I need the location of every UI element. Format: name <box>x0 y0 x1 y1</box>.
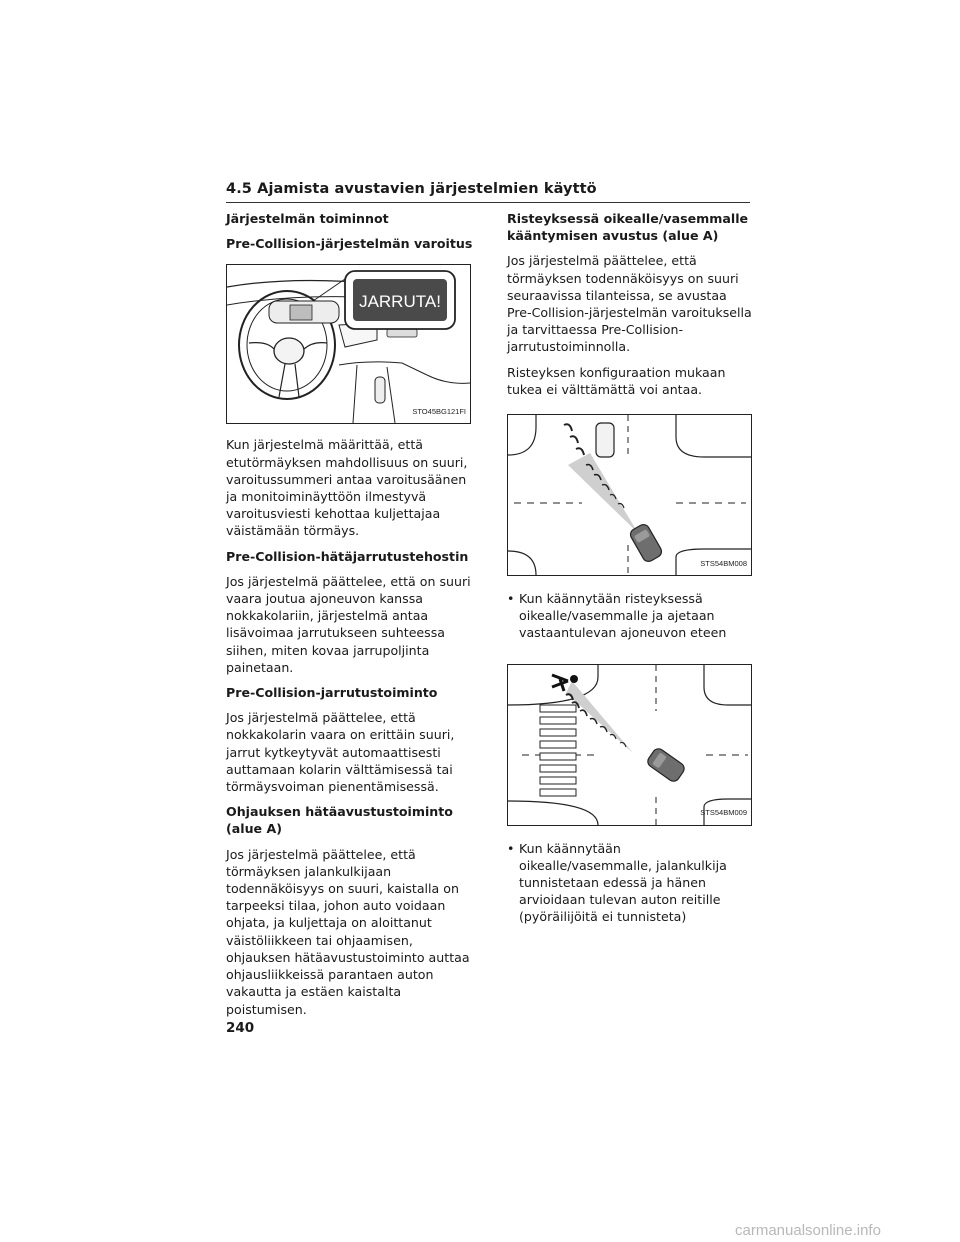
watermark: carmanualsonline.info <box>735 1222 881 1239</box>
warning-display-text: JARRUTA! <box>359 292 441 312</box>
paragraph-auto-brake: Jos järjestelmä päättelee, että nokkakolarin vaara on erittäin suuri, jarrut kytkeytyvät automaattisesti auttamaan kolarin välttämisessä tai törmäysvoiman pienentämisessä. <box>226 710 455 795</box>
bullet-oncoming-vehicle <box>507 590 755 642</box>
heading-auto-brake: Pre-Collision-jarrutustoiminto <box>226 685 438 701</box>
bullet-pedestrian <box>507 840 755 926</box>
figure-dashboard-warning <box>226 264 471 424</box>
right-column <box>507 210 755 934</box>
figure-code: STS54BM008 <box>700 558 747 568</box>
paragraph-intersection: Jos järjestelmä päättelee, että törmäyksen todennäköisyys on suuri seuraavissa tilanteissa, se avustaa Pre-Collision-järjestelmän varoituksella ja tarvittaessa Pre-Collision-jarrutustoiminnolla. <box>507 253 752 355</box>
left-column <box>226 210 474 1026</box>
figure-code: STS54BM009 <box>700 808 747 818</box>
paragraph-steering-assist: Jos järjestelmä päättelee, että törmäyksen jalankulkijaan todennäköisyys on suuri, kaistalla on tarpeeksi tilaa, johon auto voidaan ohjata, ja kuljettaja on aloittanut väistöliikkeen tai ohjaamisen, ohjauksen hätäavustustoiminto auttaa ohjausliikkeissä parantaen auton vakautta ja estäen kaistalta poistumisen. <box>226 846 470 1017</box>
heading-intersection-turn: Risteyksessä oikealle/vasemmalle kääntymisen avustus (alue A) <box>507 211 749 244</box>
heading-steering-assist: Ohjauksen hätäavustustoiminto (alue A) <box>226 804 453 837</box>
paragraph-configuration: Risteyksen konfiguraation mukaan tukea ei välttämättä voi antaa. <box>507 364 726 397</box>
figure-code: STO45BG121FI <box>412 407 466 417</box>
heading-brake-assist: Pre-Collision-hätäjarrutustehostin <box>226 548 469 564</box>
heading-system-functions: Järjestelmän toiminnot <box>226 211 389 226</box>
section-header <box>226 178 750 203</box>
bullet-text: Kun käännytään risteyksessä oikealle/vasemmalle ja ajetaan vastaantulevan ajoneuvon eteen <box>519 591 727 641</box>
heading-precollision-warning: Pre-Collision-järjestelmän varoitus <box>226 236 473 252</box>
paragraph-warning: Kun järjestelmä määrittää, että etutörmäyksen mahdollisuus on suuri, varoitussummeri antaa varoitusäänen ja monitoiminäyttöön ilmestyvä varoitusviesti kehottaa kuljettajaa väistämään törmäys. <box>226 437 468 539</box>
paragraph-brake-assist: Jos järjestelmä päättelee, että on suuri vaara joutua ajoneuvon kanssa nokkakolariin, järjestelmä antaa lisävoimaa jarrutukseen suhteessa siihen, miten kovaa jarrupoljinta painetaan. <box>226 573 471 675</box>
bullet-dot: • <box>507 591 515 607</box>
intersection-pedestrian-illustration <box>508 665 751 825</box>
figure-pedestrian <box>507 664 752 826</box>
dashboard-illustration <box>227 265 470 423</box>
bullet-text: Kun käännytään oikealle/vasemmalle, jalankulkija tunnistetaan edessä ja hänen arvioidaan tulevan auton reitille (pyöräilijöitä ei tunnisteta) <box>519 840 727 925</box>
intersection-vehicle-illustration <box>508 415 751 575</box>
bullet-dot: • <box>507 840 515 856</box>
section-title: 4.5 Ajamista avustavien järjestelmien käyttö <box>226 181 597 197</box>
page-number: 240 <box>226 1020 255 1036</box>
figure-oncoming-vehicle <box>507 414 752 576</box>
